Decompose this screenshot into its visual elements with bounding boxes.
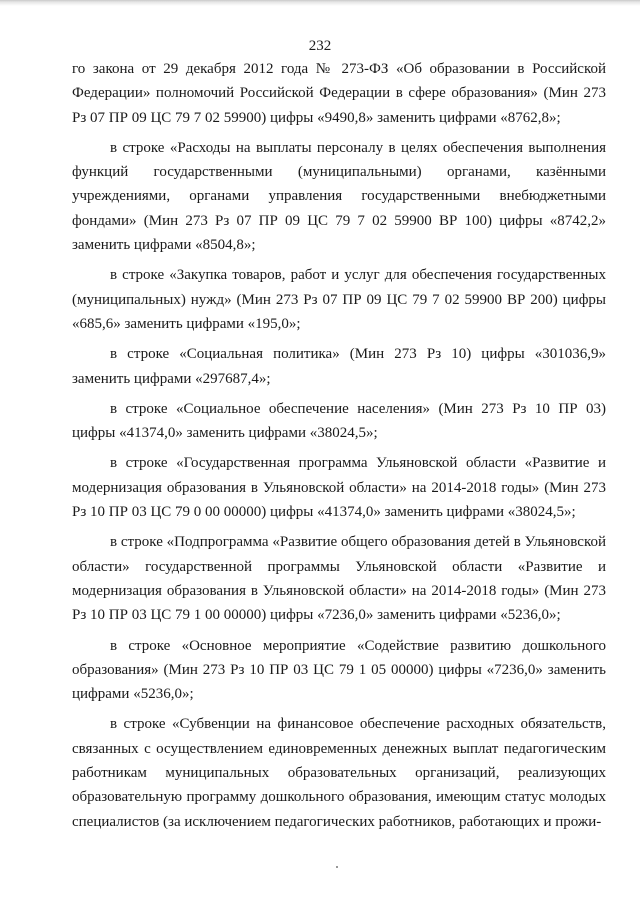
- paragraph: в строке «Социальное обеспечение населения» (Мин 273 Рз 10 ПР 03) цифры «41374,0» заменить цифрами «38024,5»;: [72, 400, 606, 442]
- document-body: [72, 57, 606, 840]
- paragraph: в строке «Закупка товаров, работ и услуг для обеспечения государственных (муниципальных) нужд» (Мин 273 Рз 07 ПР 09 ЦС 79 7 02 59900 ВР 200) цифры «685,6» заменить цифрами «195,0»;: [72, 267, 606, 332]
- paragraph: в строке «Подпрограмма «Развитие общего образования детей в Ульяновской области» государственной программы Ульяновской области «Развитие и модернизация образования в Ульяновской области» на 2014-2018 годы» (Мин 273 Рз 10 ПР 03 ЦС 79 1 00 00000) цифры «7236,0» заменить цифрами «5236,0»;: [72, 534, 606, 624]
- paragraph: в строке «Субвенции на финансовое обеспечение расходных обязательств, связанных с осуществлением единовременных денежных выплат педагогическим работникам муниципальных образовательных организаций, реализующих образовательную программу дошкольного образования, имеющим статус молодых специалистов (за исключением педагогических работников, работающих и прожи-: [72, 716, 606, 830]
- paragraph: в строке «Государственная программа Ульяновской области «Развитие и модернизация образования в Ульяновской области» на 2014-2018 годы» (Мин 273 Рз 10 ПР 03 ЦС 79 0 00 00000) цифры «41374,0» заменить цифрами «38024,5»;: [72, 455, 606, 521]
- scan-speck: [336, 866, 338, 868]
- scan-top-edge: [0, 0, 640, 6]
- paragraph: в строке «Основное мероприятие «Содействие развитию дошкольного образования» (Мин 273 Рз 10 ПР 03 ЦС 79 1 05 00000) цифры «7236,0» заменить цифрами «5236,0»;: [72, 637, 606, 703]
- paragraph: в строке «Расходы на выплаты персоналу в целях обеспечения выполнения функций государственными (муниципальными) органами, казёнными учреждениями, органами управления государственными внебюджетными фондами» (Мин 273 Рз 07 ПР 09 ЦС 79 7 02 59900 ВР 100) цифры «8742,2» заменить цифрами «8504,8»;: [72, 139, 606, 254]
- paragraph: в строке «Социальная политика» (Мин 273 Рз 10) цифры «301036,9» заменить цифрами «297687,4»;: [72, 346, 606, 387]
- paragraph: го закона от 29 декабря 2012 года № 273-ФЗ «Об образовании в Российской Федерации» полномочий Российской Федерации в сфере образования» (Мин 273 Рз 07 ПР 09 ЦС 79 7 02 59900) цифры «9490,8» заменить цифрами «8762,8»;: [72, 61, 606, 126]
- page-number: 232: [308, 38, 332, 54]
